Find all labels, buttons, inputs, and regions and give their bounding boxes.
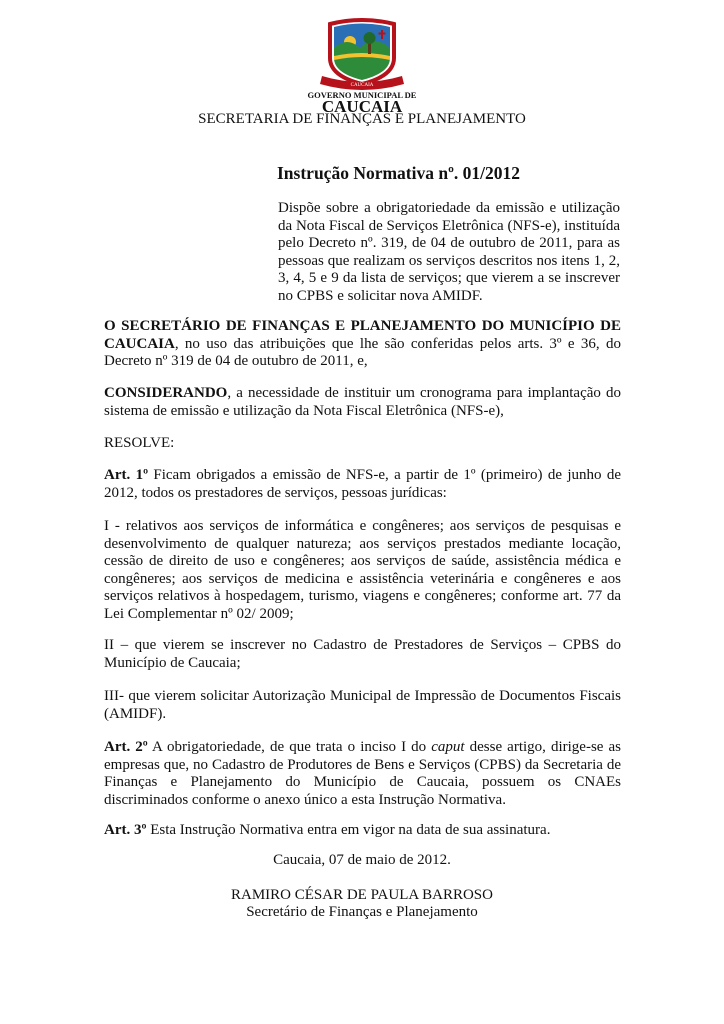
resolve-heading: RESOLVE: <box>104 435 175 451</box>
svg-text:GOVERNO MUNICIPAL DE: GOVERNO MUNICIPAL DE <box>307 90 417 100</box>
document-title: Instrução Normativa nº. 01/2012 <box>277 163 520 183</box>
preamble-bold: O SECRETÁRIO DE FINANÇAS E PLANEJAMENTO DO MUNICÍPIO DE CAUCAIA <box>104 318 621 352</box>
considerando-text: , a necessidade de instituir um cronograma para implantação do sistema de emissão e utilização da Nota Fiscal Eletrônica (NFS-e), <box>104 385 621 419</box>
article-2-text-b: desse artigo, dirige-se as empresas que, no Cadastro de Produtores de Bens e Serviços (CPBS) da Secretaria de Finanças e Planejamento do Município de Caucaia, possuem os CNAEs discriminados conforme o anexo único a esta Instrução Normativa. <box>104 739 621 808</box>
svg-text:CAUCAIA: CAUCAIA <box>350 83 374 88</box>
caucaia-municipal-seal-logo <box>292 18 432 113</box>
preamble-text: , no uso das atribuições que lhe são conferidas pelos arts. 3º e 36, do Decreto nº 319 de 04 de outubro de 2011, e, <box>104 335 621 369</box>
department-heading: SECRETARIA DE FINANÇAS E PLANEJAMENTO <box>198 111 526 127</box>
preamble-paragraph <box>104 318 621 371</box>
date-line: Caucaia, 07 de maio de 2012. <box>273 852 451 868</box>
article-3 <box>104 822 621 840</box>
signatory-role: Secretário de Finanças e Planejamento <box>246 904 478 920</box>
inciso-1: I - relativos aos serviços de informática e congêneres; aos serviços de pesquisas e desenvolvimento de qualquer natureza; aos serviços prestados mediante locação, cessão de direito de uso e congêneres; aos serviços de saúde, assistência médica e congêneres; aos serviços de medicina e assistência veterinária e congêneres e aos serviços relativos à hospedagem, turismo, viagens e congêneres; conforme art. 77 da Lei Complementar nº 02/ 2009; <box>104 518 621 622</box>
svg-text:CAUCAIA: CAUCAIA <box>321 97 403 113</box>
article-2-label: Art. 2º <box>104 739 148 755</box>
inciso-3: III- que vierem solicitar Autorização Municipal de Impressão de Documentos Fiscais (AMIDF). <box>104 688 621 722</box>
article-2 <box>104 739 621 809</box>
article-3-label: Art. 3º <box>104 822 147 838</box>
article-1 <box>104 467 621 502</box>
article-1-text: Ficam obrigados a emissão de NFS-e, a partir de 1º (primeiro) de junho de 2012, todos os prestadores de serviços, pessoas jurídicas: <box>104 467 621 501</box>
article-2-text-a: A obrigatoriedade, de que trata o inciso I do <box>147 739 432 755</box>
article-2-italic: caput <box>431 739 465 755</box>
summary-ementa: Dispõe sobre a obrigatoriedade da emissão e utilização da Nota Fiscal de Serviços Eletrônica (NFS-e), instituída pelo Decreto nº. 319, de 04 de outubro de 2011, para as pessoas que realizam os serviços descritos nos itens 1, 2, 3, 4, 5 e 9 da lista de serviços; que vierem a se inscrever no CPBS e solicitar nova AMIDF. <box>278 200 620 304</box>
article-3-text: Esta Instrução Normativa entra em vigor na data de sua assinatura. <box>146 822 551 838</box>
inciso-2: II – que vierem se inscrever no Cadastro de Prestadores de Serviços – CPBS do Município de Caucaia; <box>104 637 621 671</box>
considerando-paragraph <box>104 385 621 420</box>
signatory-name: RAMIRO CÉSAR DE PAULA BARROSO <box>230 887 493 903</box>
article-1-label: Art. 1º <box>104 467 149 483</box>
considerando-bold: CONSIDERANDO <box>104 385 228 401</box>
